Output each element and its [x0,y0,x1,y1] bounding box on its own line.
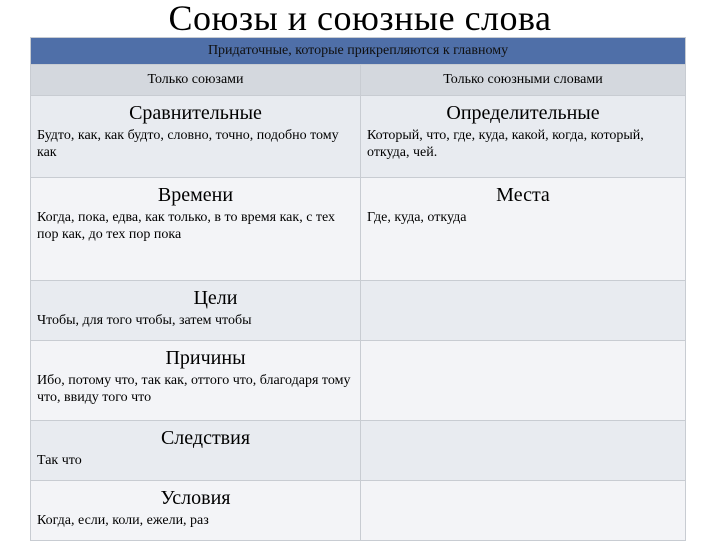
column-header-conjunctive-words: Только союзными словами [361,65,686,96]
category-words: Чтобы, для того чтобы, затем чтобы [37,313,252,328]
page-title: Союзы и союзные слова [168,0,552,38]
table-cell [361,178,686,281]
table-cell [31,178,361,281]
column-header-conjunctions: Только союзами [31,65,361,96]
table-row [31,178,686,281]
category-words: Так что [37,453,82,468]
table-cell [31,481,361,541]
table-cell [31,281,361,341]
category-label: Условия [160,487,231,509]
table-row [31,421,686,481]
table-row [31,481,686,541]
table-cell [31,421,361,481]
table-cell [31,341,361,421]
table-cell [361,96,686,178]
category-words: Когда, если, коли, ежели, раз [37,513,209,528]
category-label: Сравнительные [129,102,262,124]
category-words: Будто, как, как будто, словно, точно, подобно тому как [37,128,339,160]
category-words: Когда, пока, едва, как только, в то время как, с тех пор как, до тех пор пока [37,210,336,242]
category-label: Места [496,184,550,206]
table-row [31,96,686,178]
category-words: Ибо, потому что, так как, оттого что, благодаря тому что, ввиду того что [37,373,351,405]
category-label: Следствия [160,427,251,449]
category-label: Причины [165,347,246,369]
banner-text: Придаточные, которые прикрепляются к главному [31,38,686,65]
category-words: Который, что, где, куда, какой, когда, который, откуда, чей. [367,128,644,160]
table-cell-empty [361,421,686,481]
table-cell [31,96,361,178]
category-words: Где, куда, откуда [367,210,467,225]
table-cell-empty [361,341,686,421]
table-row [31,281,686,341]
table-cell-empty [361,281,686,341]
table-cell-empty [361,481,686,541]
column-header-row [31,65,686,96]
category-label: Времени [157,184,234,206]
banner-row [31,38,686,65]
table-row [31,341,686,421]
conjunctions-table [30,37,686,541]
category-label: Цели [193,287,238,309]
category-label: Определительные [446,102,600,124]
